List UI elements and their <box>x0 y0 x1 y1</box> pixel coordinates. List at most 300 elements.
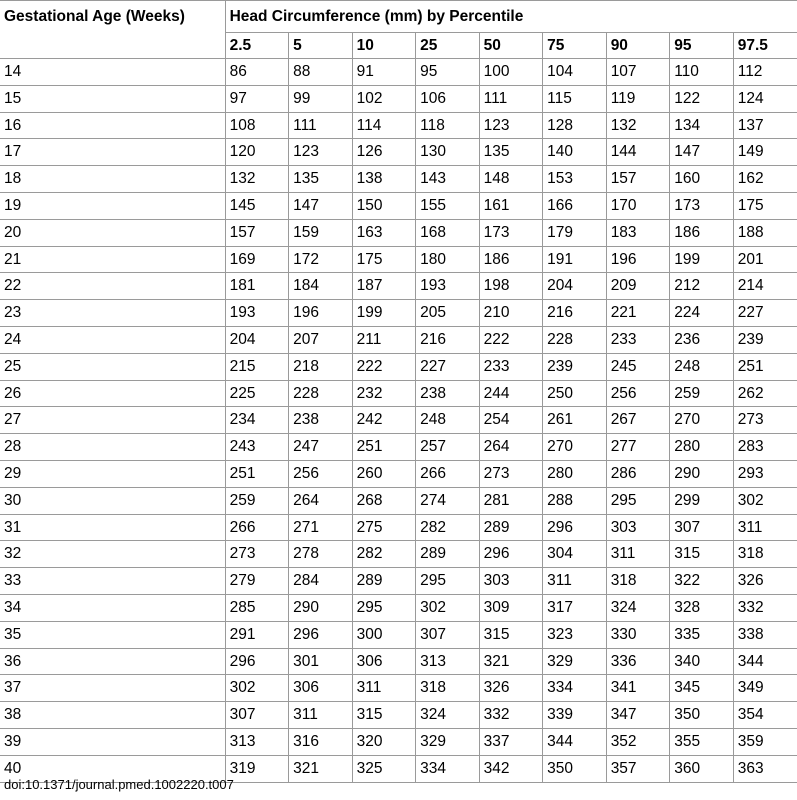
gestational-age-cell: 16 <box>0 112 225 139</box>
head-circumference-value-cell: 145 <box>225 192 289 219</box>
head-circumference-value-cell: 112 <box>733 59 797 86</box>
head-circumference-value-cell: 186 <box>670 219 734 246</box>
head-circumference-value-cell: 199 <box>670 246 734 273</box>
head-circumference-value-cell: 175 <box>733 192 797 219</box>
head-circumference-value-cell: 123 <box>479 112 543 139</box>
head-circumference-value-cell: 163 <box>352 219 416 246</box>
head-circumference-value-cell: 283 <box>733 434 797 461</box>
head-circumference-value-cell: 135 <box>479 139 543 166</box>
head-circumference-value-cell: 122 <box>670 85 734 112</box>
head-circumference-value-cell: 251 <box>733 353 797 380</box>
head-circumference-value-cell: 147 <box>670 139 734 166</box>
gestational-age-cell: 17 <box>0 139 225 166</box>
head-circumference-value-cell: 336 <box>606 648 670 675</box>
head-circumference-value-cell: 97 <box>225 85 289 112</box>
head-circumference-value-cell: 132 <box>606 112 670 139</box>
head-circumference-value-cell: 296 <box>289 621 353 648</box>
head-circumference-value-cell: 334 <box>543 675 607 702</box>
head-circumference-value-cell: 95 <box>416 59 480 86</box>
head-circumference-value-cell: 291 <box>225 621 289 648</box>
head-circumference-value-cell: 168 <box>416 219 480 246</box>
head-circumference-value-cell: 307 <box>225 702 289 729</box>
head-circumference-value-cell: 118 <box>416 112 480 139</box>
head-circumference-value-cell: 179 <box>543 219 607 246</box>
percentile-header-cell: 90 <box>606 33 670 59</box>
head-circumference-value-cell: 256 <box>606 380 670 407</box>
table-row <box>0 380 797 407</box>
head-circumference-value-cell: 193 <box>416 273 480 300</box>
head-circumference-value-cell: 222 <box>479 326 543 353</box>
gestational-age-header: Gestational Age (Weeks) <box>0 1 225 59</box>
gestational-age-cell: 35 <box>0 621 225 648</box>
head-circumference-value-cell: 350 <box>543 755 607 782</box>
head-circumference-value-cell: 126 <box>352 139 416 166</box>
head-circumference-value-cell: 286 <box>606 460 670 487</box>
head-circumference-value-cell: 360 <box>670 755 734 782</box>
head-circumference-value-cell: 204 <box>543 273 607 300</box>
head-circumference-value-cell: 155 <box>416 192 480 219</box>
head-circumference-value-cell: 296 <box>543 514 607 541</box>
head-circumference-value-cell: 119 <box>606 85 670 112</box>
head-circumference-value-cell: 225 <box>225 380 289 407</box>
head-circumference-value-cell: 306 <box>352 648 416 675</box>
head-circumference-value-cell: 236 <box>670 326 734 353</box>
gestational-age-cell: 15 <box>0 85 225 112</box>
head-circumference-value-cell: 313 <box>225 728 289 755</box>
head-circumference-value-cell: 232 <box>352 380 416 407</box>
head-circumference-value-cell: 238 <box>416 380 480 407</box>
head-circumference-value-cell: 303 <box>606 514 670 541</box>
table-row <box>0 541 797 568</box>
head-circumference-value-cell: 282 <box>352 541 416 568</box>
head-circumference-value-cell: 196 <box>289 300 353 327</box>
head-circumference-value-cell: 144 <box>606 139 670 166</box>
head-circumference-value-cell: 233 <box>606 326 670 353</box>
head-circumference-value-cell: 321 <box>479 648 543 675</box>
table-row <box>0 568 797 595</box>
gestational-age-cell: 20 <box>0 219 225 246</box>
table-row <box>0 648 797 675</box>
head-circumference-value-cell: 355 <box>670 728 734 755</box>
head-circumference-value-cell: 313 <box>416 648 480 675</box>
head-circumference-value-cell: 173 <box>479 219 543 246</box>
table-row <box>0 59 797 86</box>
head-circumference-value-cell: 299 <box>670 487 734 514</box>
head-circumference-value-cell: 106 <box>416 85 480 112</box>
head-circumference-value-cell: 307 <box>416 621 480 648</box>
head-circumference-value-cell: 326 <box>479 675 543 702</box>
table-row <box>0 728 797 755</box>
percentile-header-cell: 2.5 <box>225 33 289 59</box>
head-circumference-value-cell: 290 <box>670 460 734 487</box>
table-row <box>0 300 797 327</box>
table-row <box>0 192 797 219</box>
head-circumference-value-cell: 300 <box>352 621 416 648</box>
head-circumference-value-cell: 289 <box>479 514 543 541</box>
head-circumference-value-cell: 88 <box>289 59 353 86</box>
table-header-row <box>0 1 797 33</box>
table-row <box>0 112 797 139</box>
head-circumference-value-cell: 169 <box>225 246 289 273</box>
gestational-age-cell: 36 <box>0 648 225 675</box>
head-circumference-value-cell: 341 <box>606 675 670 702</box>
head-circumference-value-cell: 157 <box>225 219 289 246</box>
head-circumference-value-cell: 274 <box>416 487 480 514</box>
head-circumference-value-cell: 100 <box>479 59 543 86</box>
head-circumference-value-cell: 143 <box>416 166 480 193</box>
head-circumference-value-cell: 256 <box>289 460 353 487</box>
table-row <box>0 621 797 648</box>
head-circumference-value-cell: 326 <box>733 568 797 595</box>
head-circumference-value-cell: 335 <box>670 621 734 648</box>
head-circumference-value-cell: 198 <box>479 273 543 300</box>
head-circumference-value-cell: 248 <box>670 353 734 380</box>
table-row <box>0 85 797 112</box>
head-circumference-value-cell: 187 <box>352 273 416 300</box>
head-circumference-value-cell: 245 <box>606 353 670 380</box>
head-circumference-value-cell: 277 <box>606 434 670 461</box>
head-circumference-value-cell: 148 <box>479 166 543 193</box>
head-circumference-value-cell: 228 <box>543 326 607 353</box>
head-circumference-value-cell: 111 <box>479 85 543 112</box>
gestational-age-cell: 22 <box>0 273 225 300</box>
table-doi-caption: doi:10.1371/journal.pmed.1002220.t007 <box>4 777 234 792</box>
head-circumference-value-cell: 221 <box>606 300 670 327</box>
head-circumference-value-cell: 262 <box>733 380 797 407</box>
gestational-age-cell: 28 <box>0 434 225 461</box>
head-circumference-value-cell: 114 <box>352 112 416 139</box>
head-circumference-value-cell: 324 <box>606 594 670 621</box>
head-circumference-value-cell: 311 <box>733 514 797 541</box>
head-circumference-value-cell: 295 <box>606 487 670 514</box>
gestational-age-cell: 27 <box>0 407 225 434</box>
head-circumference-value-cell: 302 <box>225 675 289 702</box>
head-circumference-value-cell: 212 <box>670 273 734 300</box>
head-circumference-value-cell: 306 <box>289 675 353 702</box>
head-circumference-value-cell: 157 <box>606 166 670 193</box>
head-circumference-value-cell: 162 <box>733 166 797 193</box>
head-circumference-value-cell: 363 <box>733 755 797 782</box>
head-circumference-value-cell: 323 <box>543 621 607 648</box>
head-circumference-value-cell: 311 <box>606 541 670 568</box>
head-circumference-value-cell: 264 <box>479 434 543 461</box>
gestational-age-cell: 25 <box>0 353 225 380</box>
head-circumference-value-cell: 214 <box>733 273 797 300</box>
head-circumference-value-cell: 128 <box>543 112 607 139</box>
head-circumference-value-cell: 244 <box>479 380 543 407</box>
head-circumference-value-cell: 86 <box>225 59 289 86</box>
gestational-age-cell: 24 <box>0 326 225 353</box>
head-circumference-value-cell: 339 <box>543 702 607 729</box>
table-row <box>0 702 797 729</box>
head-circumference-value-cell: 188 <box>733 219 797 246</box>
head-circumference-value-cell: 216 <box>416 326 480 353</box>
head-circumference-value-cell: 318 <box>416 675 480 702</box>
head-circumference-value-cell: 104 <box>543 59 607 86</box>
head-circumference-value-cell: 259 <box>670 380 734 407</box>
head-circumference-value-cell: 107 <box>606 59 670 86</box>
gestational-age-cell: 18 <box>0 166 225 193</box>
head-circumference-value-cell: 284 <box>289 568 353 595</box>
head-circumference-value-cell: 295 <box>352 594 416 621</box>
table-row <box>0 460 797 487</box>
head-circumference-value-cell: 149 <box>733 139 797 166</box>
head-circumference-value-cell: 290 <box>289 594 353 621</box>
head-circumference-value-cell: 222 <box>352 353 416 380</box>
head-circumference-value-cell: 170 <box>606 192 670 219</box>
head-circumference-value-cell: 264 <box>289 487 353 514</box>
head-circumference-value-cell: 254 <box>479 407 543 434</box>
head-circumference-value-cell: 183 <box>606 219 670 246</box>
head-circumference-value-cell: 270 <box>670 407 734 434</box>
percentile-header-cell: 5 <box>289 33 353 59</box>
head-circumference-value-cell: 193 <box>225 300 289 327</box>
head-circumference-value-cell: 181 <box>225 273 289 300</box>
head-circumference-value-cell: 234 <box>225 407 289 434</box>
head-circumference-value-cell: 132 <box>225 166 289 193</box>
head-circumference-value-cell: 340 <box>670 648 734 675</box>
head-circumference-value-cell: 324 <box>416 702 480 729</box>
table-row <box>0 353 797 380</box>
head-circumference-value-cell: 218 <box>289 353 353 380</box>
head-circumference-value-cell: 318 <box>733 541 797 568</box>
head-circumference-value-cell: 205 <box>416 300 480 327</box>
head-circumference-value-cell: 153 <box>543 166 607 193</box>
head-circumference-value-cell: 332 <box>479 702 543 729</box>
head-circumference-value-cell: 160 <box>670 166 734 193</box>
percentile-header-cell: 25 <box>416 33 480 59</box>
head-circumference-value-cell: 350 <box>670 702 734 729</box>
table-row <box>0 514 797 541</box>
head-circumference-value-cell: 261 <box>543 407 607 434</box>
head-circumference-value-cell: 296 <box>479 541 543 568</box>
head-circumference-value-cell: 227 <box>416 353 480 380</box>
head-circumference-value-cell: 201 <box>733 246 797 273</box>
head-circumference-value-cell: 196 <box>606 246 670 273</box>
head-circumference-value-cell: 147 <box>289 192 353 219</box>
head-circumference-value-cell: 280 <box>670 434 734 461</box>
head-circumference-value-cell: 111 <box>289 112 353 139</box>
head-circumference-value-cell: 273 <box>225 541 289 568</box>
head-circumference-value-cell: 243 <box>225 434 289 461</box>
head-circumference-value-cell: 270 <box>543 434 607 461</box>
gestational-age-cell: 19 <box>0 192 225 219</box>
head-circumference-value-cell: 210 <box>479 300 543 327</box>
head-circumference-value-cell: 311 <box>352 675 416 702</box>
gestational-age-cell: 40 <box>0 755 225 782</box>
head-circumference-value-cell: 329 <box>416 728 480 755</box>
head-circumference-value-cell: 108 <box>225 112 289 139</box>
table-row <box>0 434 797 461</box>
head-circumference-value-cell: 275 <box>352 514 416 541</box>
head-circumference-value-cell: 260 <box>352 460 416 487</box>
head-circumference-value-cell: 233 <box>479 353 543 380</box>
head-circumference-value-cell: 322 <box>670 568 734 595</box>
head-circumference-value-cell: 320 <box>352 728 416 755</box>
head-circumference-value-cell: 248 <box>416 407 480 434</box>
percentile-header-cell: 10 <box>352 33 416 59</box>
head-circumference-value-cell: 115 <box>543 85 607 112</box>
head-circumference-value-cell: 359 <box>733 728 797 755</box>
head-circumference-value-cell: 204 <box>225 326 289 353</box>
table-row <box>0 407 797 434</box>
table-row <box>0 675 797 702</box>
gestational-age-cell: 33 <box>0 568 225 595</box>
head-circumference-value-cell: 307 <box>670 514 734 541</box>
gestational-age-cell: 32 <box>0 541 225 568</box>
head-circumference-value-cell: 120 <box>225 139 289 166</box>
head-circumference-value-cell: 166 <box>543 192 607 219</box>
head-circumference-value-cell: 172 <box>289 246 353 273</box>
head-circumference-value-cell: 257 <box>416 434 480 461</box>
head-circumference-value-cell: 175 <box>352 246 416 273</box>
head-circumference-value-cell: 328 <box>670 594 734 621</box>
head-circumference-value-cell: 124 <box>733 85 797 112</box>
head-circumference-value-cell: 311 <box>289 702 353 729</box>
head-circumference-value-cell: 110 <box>670 59 734 86</box>
table-row <box>0 326 797 353</box>
table-row <box>0 594 797 621</box>
head-circumference-value-cell: 268 <box>352 487 416 514</box>
head-circumference-value-cell: 150 <box>352 192 416 219</box>
head-circumference-value-cell: 317 <box>543 594 607 621</box>
head-circumference-value-cell: 135 <box>289 166 353 193</box>
head-circumference-value-cell: 250 <box>543 380 607 407</box>
head-circumference-value-cell: 316 <box>289 728 353 755</box>
head-circumference-value-cell: 289 <box>416 541 480 568</box>
table-row <box>0 246 797 273</box>
table-body <box>0 59 797 783</box>
head-circumference-value-cell: 315 <box>352 702 416 729</box>
head-circumference-value-cell: 267 <box>606 407 670 434</box>
head-circumference-value-cell: 302 <box>733 487 797 514</box>
head-circumference-value-cell: 159 <box>289 219 353 246</box>
head-circumference-value-cell: 91 <box>352 59 416 86</box>
gestational-age-cell: 29 <box>0 460 225 487</box>
head-circumference-value-cell: 334 <box>416 755 480 782</box>
gestational-age-cell: 34 <box>0 594 225 621</box>
head-circumference-value-cell: 301 <box>289 648 353 675</box>
head-circumference-value-cell: 352 <box>606 728 670 755</box>
head-circumference-value-cell: 239 <box>733 326 797 353</box>
table-row <box>0 166 797 193</box>
head-circumference-value-cell: 259 <box>225 487 289 514</box>
head-circumference-value-cell: 123 <box>289 139 353 166</box>
head-circumference-value-cell: 349 <box>733 675 797 702</box>
head-circumference-value-cell: 302 <box>416 594 480 621</box>
head-circumference-value-cell: 293 <box>733 460 797 487</box>
head-circumference-value-cell: 318 <box>606 568 670 595</box>
head-circumference-value-cell: 354 <box>733 702 797 729</box>
head-circumference-value-cell: 295 <box>416 568 480 595</box>
head-circumference-value-cell: 227 <box>733 300 797 327</box>
table-row <box>0 273 797 300</box>
head-circumference-value-cell: 278 <box>289 541 353 568</box>
head-circumference-value-cell: 186 <box>479 246 543 273</box>
head-circumference-value-cell: 338 <box>733 621 797 648</box>
head-circumference-value-cell: 238 <box>289 407 353 434</box>
gestational-age-cell: 30 <box>0 487 225 514</box>
percentile-header-cell: 50 <box>479 33 543 59</box>
gestational-age-cell: 37 <box>0 675 225 702</box>
head-circumference-value-cell: 303 <box>479 568 543 595</box>
gestational-age-cell: 23 <box>0 300 225 327</box>
head-circumference-value-cell: 228 <box>289 380 353 407</box>
head-circumference-value-cell: 309 <box>479 594 543 621</box>
head-circumference-value-cell: 251 <box>352 434 416 461</box>
head-circumference-value-cell: 215 <box>225 353 289 380</box>
head-circumference-value-cell: 140 <box>543 139 607 166</box>
head-circumference-value-cell: 271 <box>289 514 353 541</box>
head-circumference-value-cell: 134 <box>670 112 734 139</box>
head-circumference-value-cell: 273 <box>733 407 797 434</box>
gestational-age-cell: 26 <box>0 380 225 407</box>
head-circumference-value-cell: 173 <box>670 192 734 219</box>
head-circumference-value-cell: 304 <box>543 541 607 568</box>
head-circumference-value-cell: 242 <box>352 407 416 434</box>
head-circumference-value-cell: 345 <box>670 675 734 702</box>
percentile-header-cell: 97.5 <box>733 33 797 59</box>
head-circumference-value-cell: 199 <box>352 300 416 327</box>
head-circumference-value-cell: 251 <box>225 460 289 487</box>
head-circumference-value-cell: 311 <box>543 568 607 595</box>
head-circumference-value-cell: 344 <box>543 728 607 755</box>
head-circumference-value-cell: 342 <box>479 755 543 782</box>
head-circumference-value-cell: 321 <box>289 755 353 782</box>
head-circumference-value-cell: 273 <box>479 460 543 487</box>
head-circumference-value-cell: 137 <box>733 112 797 139</box>
head-circumference-value-cell: 337 <box>479 728 543 755</box>
head-circumference-value-cell: 191 <box>543 246 607 273</box>
head-circumference-value-cell: 288 <box>543 487 607 514</box>
head-circumference-value-cell: 99 <box>289 85 353 112</box>
head-circumference-value-cell: 281 <box>479 487 543 514</box>
head-circumference-value-cell: 332 <box>733 594 797 621</box>
head-circumference-value-cell: 344 <box>733 648 797 675</box>
gestational-age-cell: 31 <box>0 514 225 541</box>
table-row <box>0 139 797 166</box>
head-circumference-value-cell: 279 <box>225 568 289 595</box>
percentile-header-cell: 95 <box>670 33 734 59</box>
head-circumference-group-header: Head Circumference (mm) by Percentile <box>225 1 797 33</box>
head-circumference-value-cell: 130 <box>416 139 480 166</box>
head-circumference-value-cell: 138 <box>352 166 416 193</box>
percentile-header-cell: 75 <box>543 33 607 59</box>
head-circumference-value-cell: 285 <box>225 594 289 621</box>
head-circumference-value-cell: 207 <box>289 326 353 353</box>
table-row <box>0 487 797 514</box>
head-circumference-value-cell: 161 <box>479 192 543 219</box>
head-circumference-value-cell: 184 <box>289 273 353 300</box>
head-circumference-value-cell: 282 <box>416 514 480 541</box>
head-circumference-value-cell: 180 <box>416 246 480 273</box>
table-row <box>0 219 797 246</box>
head-circumference-value-cell: 224 <box>670 300 734 327</box>
head-circumference-value-cell: 209 <box>606 273 670 300</box>
gestational-age-cell: 14 <box>0 59 225 86</box>
head-circumference-value-cell: 211 <box>352 326 416 353</box>
gestational-age-cell: 38 <box>0 702 225 729</box>
head-circumference-value-cell: 266 <box>416 460 480 487</box>
head-circumference-value-cell: 325 <box>352 755 416 782</box>
head-circumference-value-cell: 315 <box>479 621 543 648</box>
head-circumference-value-cell: 102 <box>352 85 416 112</box>
head-circumference-value-cell: 330 <box>606 621 670 648</box>
head-circumference-value-cell: 239 <box>543 353 607 380</box>
head-circumference-value-cell: 266 <box>225 514 289 541</box>
head-circumference-value-cell: 319 <box>225 755 289 782</box>
gestational-age-cell: 39 <box>0 728 225 755</box>
